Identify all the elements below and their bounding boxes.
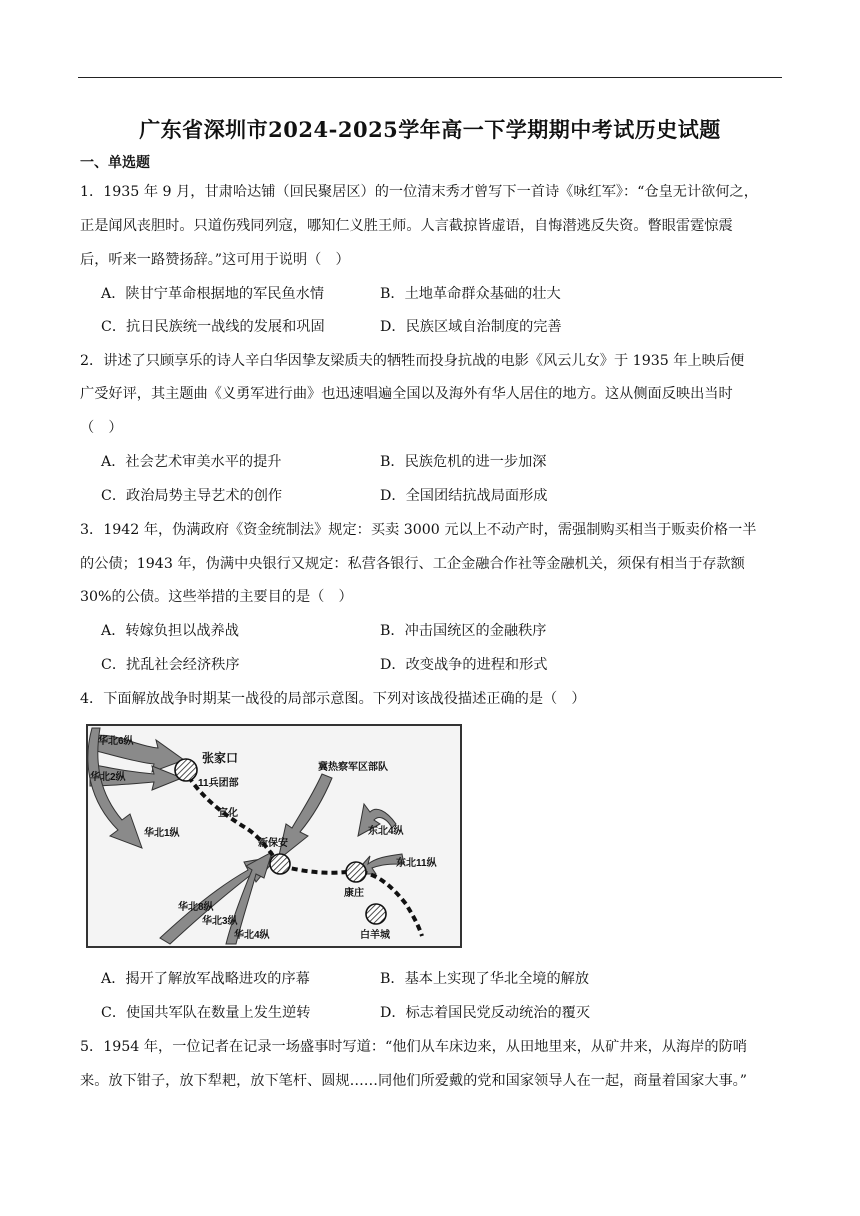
q4-option-a[interactable]: A．揭开了解放军战略进攻的序幕 (101, 971, 310, 987)
q4-option-b[interactable]: B．基本上实现了华北全境的解放 (380, 971, 590, 987)
q2-line-2: 广受好评，其主题曲《义勇军进行曲》也迅速唱遍全国以及海外有华人居住的地方。这从侧面反映出当时 (80, 386, 733, 402)
page-title: 广东省深圳市2024-2025学年高一下学期期中考试历史试题 (139, 117, 721, 142)
q2-option-c[interactable]: C．政治局势主导艺术的创作 (101, 488, 283, 504)
battle-map (86, 724, 462, 948)
q2-line-1: 2．讲述了只顾享乐的诗人辛白华因挚友梁质夫的牺牲而投身抗战的电影《风云儿女》于 1935 年上映后便 (80, 353, 745, 369)
q3-line-3: 30%的公债。这些举措的主要目的是（ ） (80, 589, 353, 605)
city-xinbaoan (270, 854, 290, 874)
city-zhangjiakou (175, 759, 197, 781)
q3-option-c[interactable]: C．扰乱社会经济秩序 (101, 657, 240, 673)
section-heading: 一、单选题 (80, 155, 150, 171)
q1-option-b[interactable]: B．土地革命群众基础的壮大 (380, 286, 561, 302)
q2-line-3: （ ） (80, 420, 123, 436)
q3-option-d[interactable]: D．改变战争的进程和形式 (380, 657, 548, 673)
label-db4: 东北4纵 (368, 826, 404, 837)
label-kangzhuang: 康庄 (344, 888, 364, 899)
q3-option-b[interactable]: B．冲击国统区的金融秩序 (380, 623, 547, 639)
q1-line-3: 后，听来一路赞扬辞。”这可用于说明（ ） (80, 252, 350, 268)
q2-option-a[interactable]: A．社会艺术审美水平的提升 (101, 454, 282, 470)
label-xuanhua: 宣化 (218, 808, 238, 819)
q1-line-2: 正是闻风丧胆时。只道伤残同列寇，哪知仁义胜王师。人言截掠皆虚语，自悔潜逃反失资。瞥眼雷霆惊震 (80, 218, 733, 234)
label-jirecha: 冀热察军区部队 (318, 762, 388, 773)
q3-line-1: 3．1942 年，伪满政府《资金统制法》规定：买卖 3000 元以上不动产时，需强制购买相当于贩卖价格一半 (80, 522, 757, 538)
header-rule (78, 77, 782, 78)
q3-option-a[interactable]: A．转嫁负担以战养战 (101, 623, 239, 639)
q4-option-c[interactable]: C．使国共军队在数量上发生逆转 (101, 1005, 311, 1021)
q4-line-1: 4．下面解放战争时期某一战役的局部示意图。下列对该战役描述正确的是（ ） (80, 691, 586, 707)
city-kangzhuang (346, 862, 366, 882)
q5-line-1: 5．1954 年，一位记者在记录一场盛事时写道：“他们从车床边来，从田地里来，从矿井来，从海岸的防哨 (80, 1039, 747, 1055)
q5-line-2: 来。放下钳子，放下犁耙，放下笔杆、圆规……同他们所爱戴的党和国家领导人在一起，商量着国家大事。” (80, 1073, 747, 1089)
label-hb3: 华北3纵 (202, 916, 238, 927)
label-xinbaoan: 新保安 (258, 838, 288, 849)
label-hb4: 华北4纵 (234, 930, 270, 941)
city-baiyangcheng (366, 904, 386, 924)
q1-option-a[interactable]: A．陕甘宁革命根据地的军民鱼水情 (101, 286, 325, 302)
label-zhangjiakou: 张家口 (202, 751, 239, 765)
label-hb6: 华北6纵 (98, 736, 134, 747)
label-corps11: 11兵团部 (198, 778, 239, 789)
q1-option-d[interactable]: D．民族区域自治制度的完善 (380, 319, 562, 335)
label-baiyangcheng: 白羊城 (360, 930, 390, 941)
q4-option-d[interactable]: D．标志着国民党反动统治的覆灭 (380, 1005, 591, 1021)
label-db11: 东北11纵 (396, 858, 437, 869)
q2-option-b[interactable]: B．民族危机的进一步加深 (380, 454, 547, 470)
q1-option-c[interactable]: C．抗日民族统一战线的发展和巩固 (101, 319, 325, 335)
q1-line-1: 1．1935 年 9 月，甘肃哈达铺（回民聚居区）的一位清末秀才曾写下一首诗《咏红军》：“仓皇无计欲何之， (80, 184, 758, 200)
q2-option-d[interactable]: D．全国团结抗战局面形成 (380, 488, 548, 504)
label-hb8: 华北8纵 (178, 902, 214, 913)
label-hb1: 华北1纵 (144, 828, 180, 839)
q3-line-2: 的公债；1943 年，伪满中央银行又规定：私营各银行、工企金融合作社等金融机关，须保有相当于存款额 (80, 556, 745, 572)
label-hb2: 华北2纵 (90, 772, 126, 783)
